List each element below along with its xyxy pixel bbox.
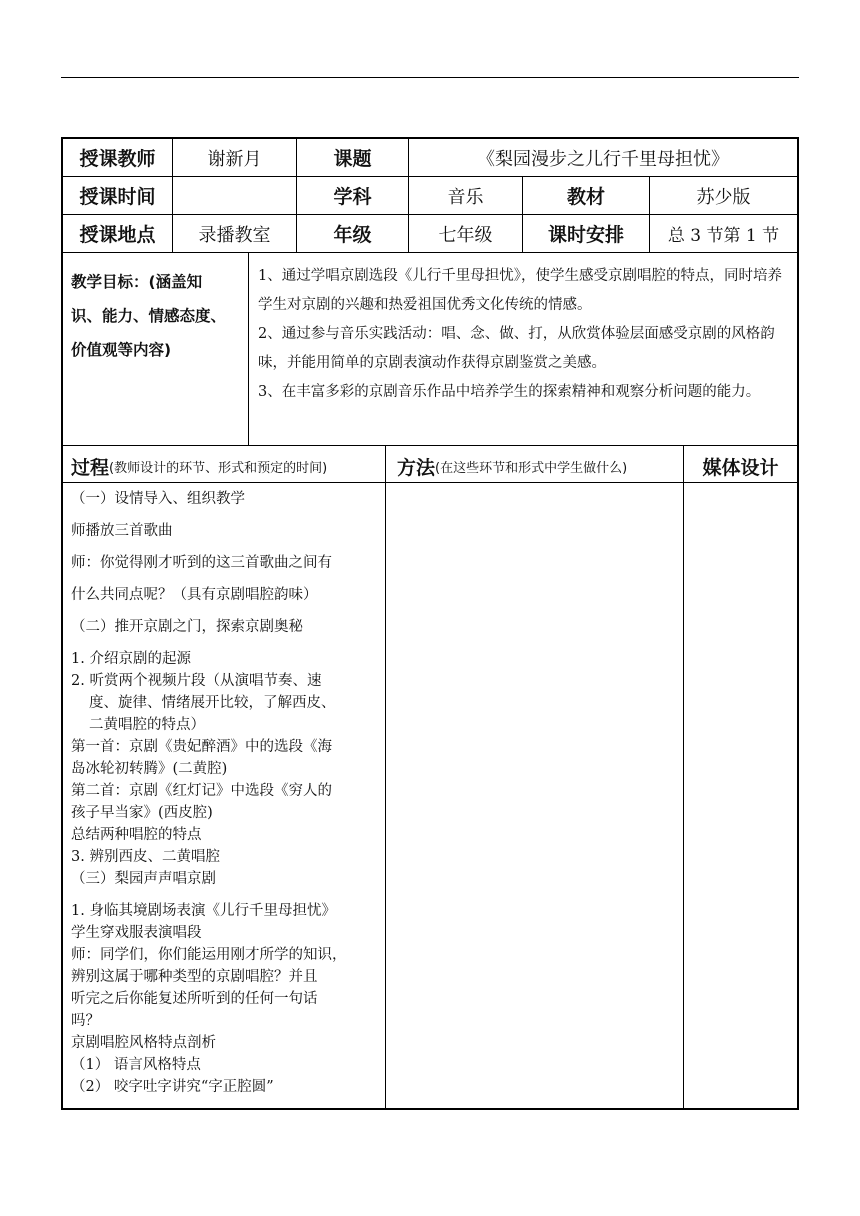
time-label: 授课时间 (79, 186, 156, 208)
process-line: 第二首：京剧《红灯记》中选段《穷人的 (71, 783, 332, 799)
row-divider (63, 252, 797, 253)
place-value: 录播教室 (198, 224, 271, 246)
row-divider (63, 445, 797, 446)
topic-value: 《梨园漫步之儿行千里母担忧》 (477, 148, 729, 170)
goal-item: 2、通过参与音乐实践活动：唱、念、做、打，从欣赏体验层面感受京剧的风格韵味，并能用简单的京剧表演动作获得京剧鉴赏之美感。 (258, 326, 775, 371)
grade-value: 七年级 (438, 224, 493, 246)
teacher-label: 授课教师 (79, 148, 156, 170)
topic-label: 课题 (333, 148, 372, 170)
process-content (71, 488, 385, 1098)
process-line: （二）推开京剧之门，探索京剧奥秘 (71, 619, 303, 635)
subject-label: 学科 (333, 186, 372, 208)
process-line: 辨别这属于哪种类型的京剧唱腔？并且 (71, 969, 318, 985)
process-line: （1） 语言风格特点 (71, 1057, 201, 1073)
textbook-label: 教材 (566, 186, 605, 208)
subject-value: 音乐 (447, 186, 484, 208)
header-rule (61, 77, 799, 78)
process-line: 岛冰轮初转腾》(二黄腔) (71, 761, 228, 777)
process-line: 听完之后你能复述所听到的任何一句话 (71, 991, 318, 1007)
media-header: 媒体设计 (702, 456, 779, 479)
process-line: 第一首：京剧《贵妃醉酒》中的选段《海 (71, 739, 332, 755)
goal-item: 1、通过学唱京剧选段《儿行千里母担忧》，使学生感受京剧唱腔的特点，同时培养学生对京剧的兴趣和热爱祖国优秀文化传统的情感。 (258, 268, 782, 313)
time-value (173, 177, 296, 214)
goals-label: 教学目标：(涵盖知 识、能力、情感态度、 价值观等内容) (71, 273, 227, 359)
process-line: （2） 咬字吐字讲究“字正腔圆” (71, 1079, 274, 1095)
col-divider (683, 445, 684, 1108)
process-line: 师播放三首歌曲 (71, 523, 173, 539)
process-line: 师：你觉得刚才听到的这三首歌曲之间有 (71, 555, 332, 571)
process-line: 总结两种唱腔的特点 (71, 827, 202, 843)
col-divider (385, 445, 386, 1108)
method-header: 方法 (在这些环节和形式中学生做什么) (397, 456, 628, 479)
goals-text (258, 262, 792, 407)
process-line: 学生穿戏服表演唱段 (71, 925, 202, 941)
teacher-value: 谢新月 (207, 148, 262, 170)
textbook-value: 苏少版 (696, 186, 751, 208)
process-line: 师：同学们，你们能运用刚才所学的知识， (71, 947, 347, 963)
process-line: 2. 听赏两个视频片段（从演唱节奏、速 (71, 673, 322, 689)
place-label: 授课地点 (79, 224, 156, 246)
lesson-plan-table (61, 137, 799, 1110)
process-line: 孩子早当家》(西皮腔) (71, 805, 213, 821)
process-header: 过程 (教师设计的环节、形式和预定的时间) (71, 456, 328, 479)
schedule-label: 课时安排 (547, 224, 624, 246)
schedule-value: 总 3 节第 1 节 (667, 226, 780, 246)
process-line: 1. 介绍京剧的起源 (71, 651, 191, 667)
process-line: 京剧唱腔风格特点剖析 (71, 1035, 216, 1051)
process-line: 二黄唱腔的特点） (89, 717, 205, 733)
process-line: 度、旋律、情绪展开比较，了解西皮、 (89, 695, 336, 711)
process-line: 1. 身临其境剧场表演《儿行千里母担忧》 (71, 903, 336, 919)
goal-item: 3、在丰富多彩的京剧音乐作品中培养学生的探索精神和观察分析问题的能力。 (258, 384, 761, 400)
process-line: 3. 辨别西皮、二黄唱腔 (71, 849, 220, 865)
process-line: （三）梨园声声唱京剧 (71, 871, 216, 887)
grade-label: 年级 (333, 224, 372, 246)
process-line: （一）设情导入、组织教学 (71, 491, 245, 507)
process-line: 吗？ (71, 1013, 100, 1029)
row-divider (63, 482, 797, 483)
process-line: 什么共同点呢？（具有京剧唱腔韵味） (71, 587, 318, 603)
